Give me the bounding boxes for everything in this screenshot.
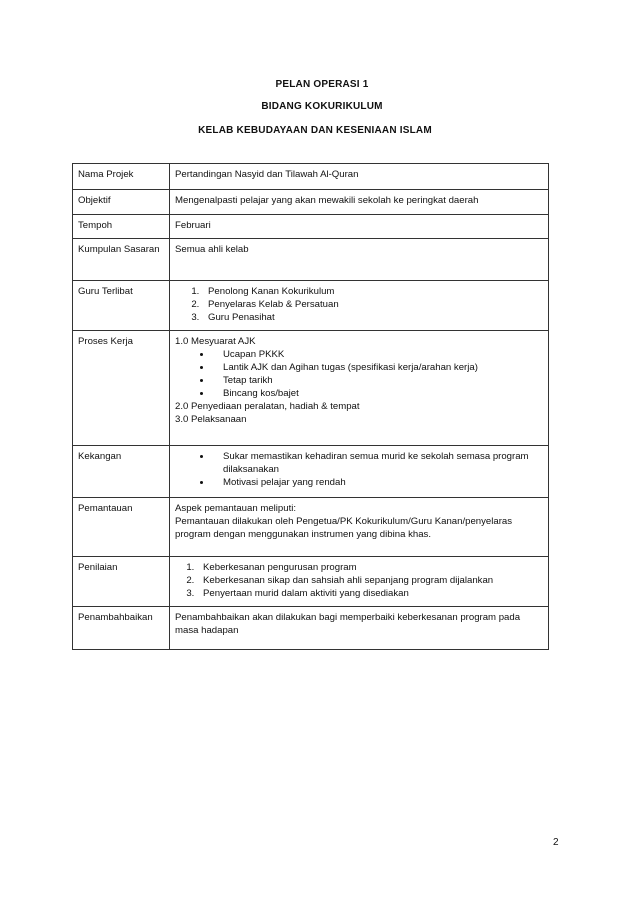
constraint-list (175, 450, 543, 489)
list-item: 2. Keberkesanan sikap dan sahsiah ahli sepanjang program dijalankan (197, 574, 543, 587)
row-objektif (73, 190, 549, 215)
value-penilaian (170, 557, 549, 607)
value-tempoh: Februari (170, 215, 549, 239)
list-item: • Lantik AJK dan Agihan tugas (spesifikasi kerja/arahan kerja) (212, 361, 543, 374)
list-item: 1. Keberkesanan pengurusan program (197, 561, 543, 574)
row-pemantauan (73, 498, 549, 557)
row-kekangan (73, 446, 549, 498)
value-kumpulan-sasaran: Semua ahli kelab (170, 239, 549, 281)
monitoring-detail: Pemantauan dilakukan oleh Pengetua/PK Kokurikulum/Guru Kanan/penyelaras program dengan menggunakan instrumen yang dibina khas. (175, 516, 513, 540)
row-penilaian (73, 557, 549, 607)
list-item: 2. Penyelaras Kelab & Persatuan (202, 298, 543, 311)
row-guru-terlibat (73, 281, 549, 331)
label-penilaian: Penilaian (73, 557, 170, 607)
process-step-3: 3.0 Pelaksanaan (175, 414, 247, 425)
process-step-1-list (175, 348, 543, 400)
value-guru-terlibat (170, 281, 549, 331)
label-kumpulan-sasaran: Kumpulan Sasaran (73, 239, 170, 281)
process-step-1: 1.0 Mesyuarat AJK (175, 336, 256, 347)
list-item: • Sukar memastikan kehadiran semua murid ke sekolah semasa program dilaksanakan (212, 450, 543, 476)
operation-plan-table (72, 163, 549, 650)
document-subtitle-field: BIDANG KOKURIKULUM (261, 101, 383, 112)
label-nama-projek: Nama Projek (73, 164, 170, 190)
label-tempoh: Tempoh (73, 215, 170, 239)
value-objektif: Mengenalpasti pelajar yang akan mewakili sekolah ke peringkat daerah (170, 190, 549, 215)
list-item: 1. Penolong Kanan Kokurikulum (202, 285, 543, 298)
process-step-2: 2.0 Penyediaan peralatan, hadiah & tempat (175, 401, 360, 412)
label-penambahbaikan: Penambahbaikan (73, 607, 170, 650)
row-proses-kerja (73, 331, 549, 446)
label-objektif: Objektif (73, 190, 170, 215)
label-proses-kerja: Proses Kerja (73, 331, 170, 446)
label-kekangan: Kekangan (73, 446, 170, 498)
list-item: 3. Penyertaan murid dalam aktiviti yang disediakan (197, 587, 543, 600)
page-number: 2 (553, 837, 559, 848)
row-kumpulan-sasaran (73, 239, 549, 281)
value-proses-kerja (170, 331, 549, 446)
document-title: PELAN OPERASI 1 (275, 79, 369, 90)
list-item: • Bincang kos/bajet (212, 387, 543, 400)
value-kekangan (170, 446, 549, 498)
monitoring-intro: Aspek pemantauan meliputi: (175, 503, 297, 514)
teacher-list (175, 285, 543, 324)
value-nama-projek: Pertandingan Nasyid dan Tilawah Al-Quran (170, 164, 549, 190)
list-item: • Motivasi pelajar yang rendah (212, 476, 543, 489)
list-item: • Ucapan PKKK (212, 348, 543, 361)
row-nama-projek (73, 164, 549, 190)
value-penambahbaikan: Penambahbaikan akan dilakukan bagi memperbaiki keberkesanan program pada masa hadapan (170, 607, 549, 650)
label-guru-terlibat: Guru Terlibat (73, 281, 170, 331)
document-subtitle-club: KELAB KEBUDAYAAN DAN KESENIAAN ISLAM (198, 125, 432, 136)
list-item: 3. Guru Penasihat (202, 311, 543, 324)
label-pemantauan: Pemantauan (73, 498, 170, 557)
evaluation-list (175, 561, 543, 600)
row-tempoh (73, 215, 549, 239)
list-item: • Tetap tarikh (212, 374, 543, 387)
value-pemantauan (170, 498, 549, 557)
row-penambahbaikan (73, 607, 549, 650)
